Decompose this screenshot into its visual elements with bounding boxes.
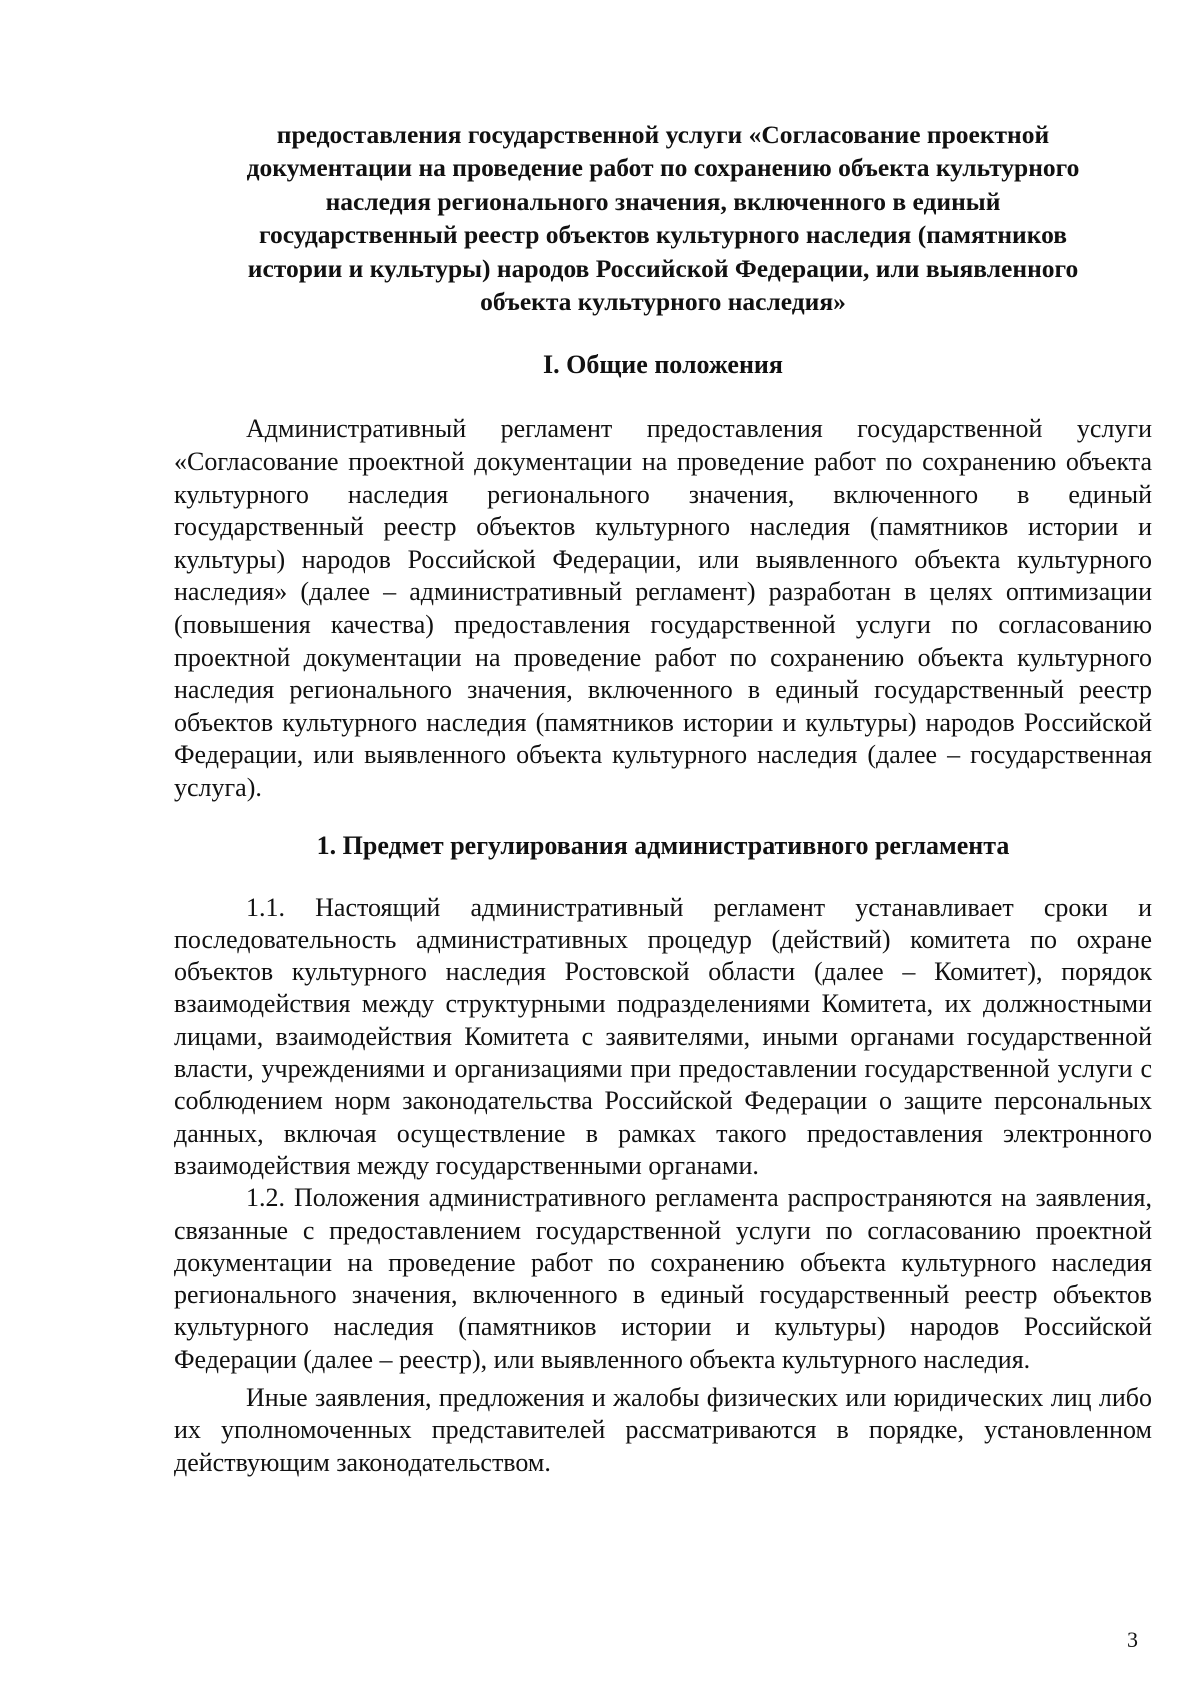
title-line: истории и культуры) народов Российской Федерации, или выявленного [247,253,1079,283]
page-number: 3 [1127,1627,1138,1652]
general-provisions-paragraph: Административный регламент предоставления государственной услуги «Согласование проектной документации на проведение работ по сохранению объекта культурного наследия регионального значения, включенного в единый государственный реестр объектов культурного наследия (памятников истории и культуры) народов Российской Федерации, или выявленного объекта культурного наследия» (далее – административный регламент) разработан в целях оптимизации (повышения качества) предоставления государственной услуги по согласованию проектной документации на проведение работ по сохранению объекта культурного наследия регионального значения, включенного в единый государственный реестр объектов культурного наследия (памятников истории и культуры) народов Российской Федерации, или выявленного объекта культурного наследия (далее – государственная услуга). [174,414,1152,802]
other-applications-paragraph: Иные заявления, предложения и жалобы физических или юридических лиц либо их уполномоченных представителей рассматриваются в порядке, установленном действующим законодательством. [174,1383,1152,1477]
title-line: предоставления государственной услуги «Согласование проектной [276,120,1050,149]
title-line: наследия регионального значения, включенного в единый [325,186,1001,216]
title-line: государственный реестр объектов культурного наследия (памятников [259,220,1067,250]
section-heading-general: I. Общие положения [543,350,783,380]
title-line: объекта культурного наследия» [480,287,846,317]
document-title [174,118,1152,318]
title-line: документации на проведение работ по сохранению объекта культурного [246,153,1080,183]
document-page [174,118,1152,1479]
clause-1-2-paragraph: 1.2. Положения административного регламента распространяются на заявления, связанные с предоставлением государственной услуги по согласованию проектной документации на проведение работ по сохранению объекта культурного наследия регионального значения, включенного в единый государственный реестр объектов культурного наследия (памятников истории и культуры) народов Российской Федерации (далее – реестр), или выявленного объекта культурного наследия. [174,1183,1152,1374]
clause-1-1-paragraph: 1.1. Настоящий административный регламент устанавливает сроки и последовательность административных процедур (действий) комитета по охране объектов культурного наследия Ростовской области (далее – Комитет), порядок взаимодействия между структурными подразделениями Комитета, их должностными лицами, взаимодействия Комитета с заявителями, иными органами государственной власти, учреждениями и организациями при предоставлении государственной услуги с соблюдением норм законодательства Российской Федерации о защите персональных данных, включая осуществление в рамках такого предоставления электронного взаимодействия между государственными органами. [174,892,1152,1180]
section-heading-subject: 1. Предмет регулирования административного регламента [316,830,1010,860]
